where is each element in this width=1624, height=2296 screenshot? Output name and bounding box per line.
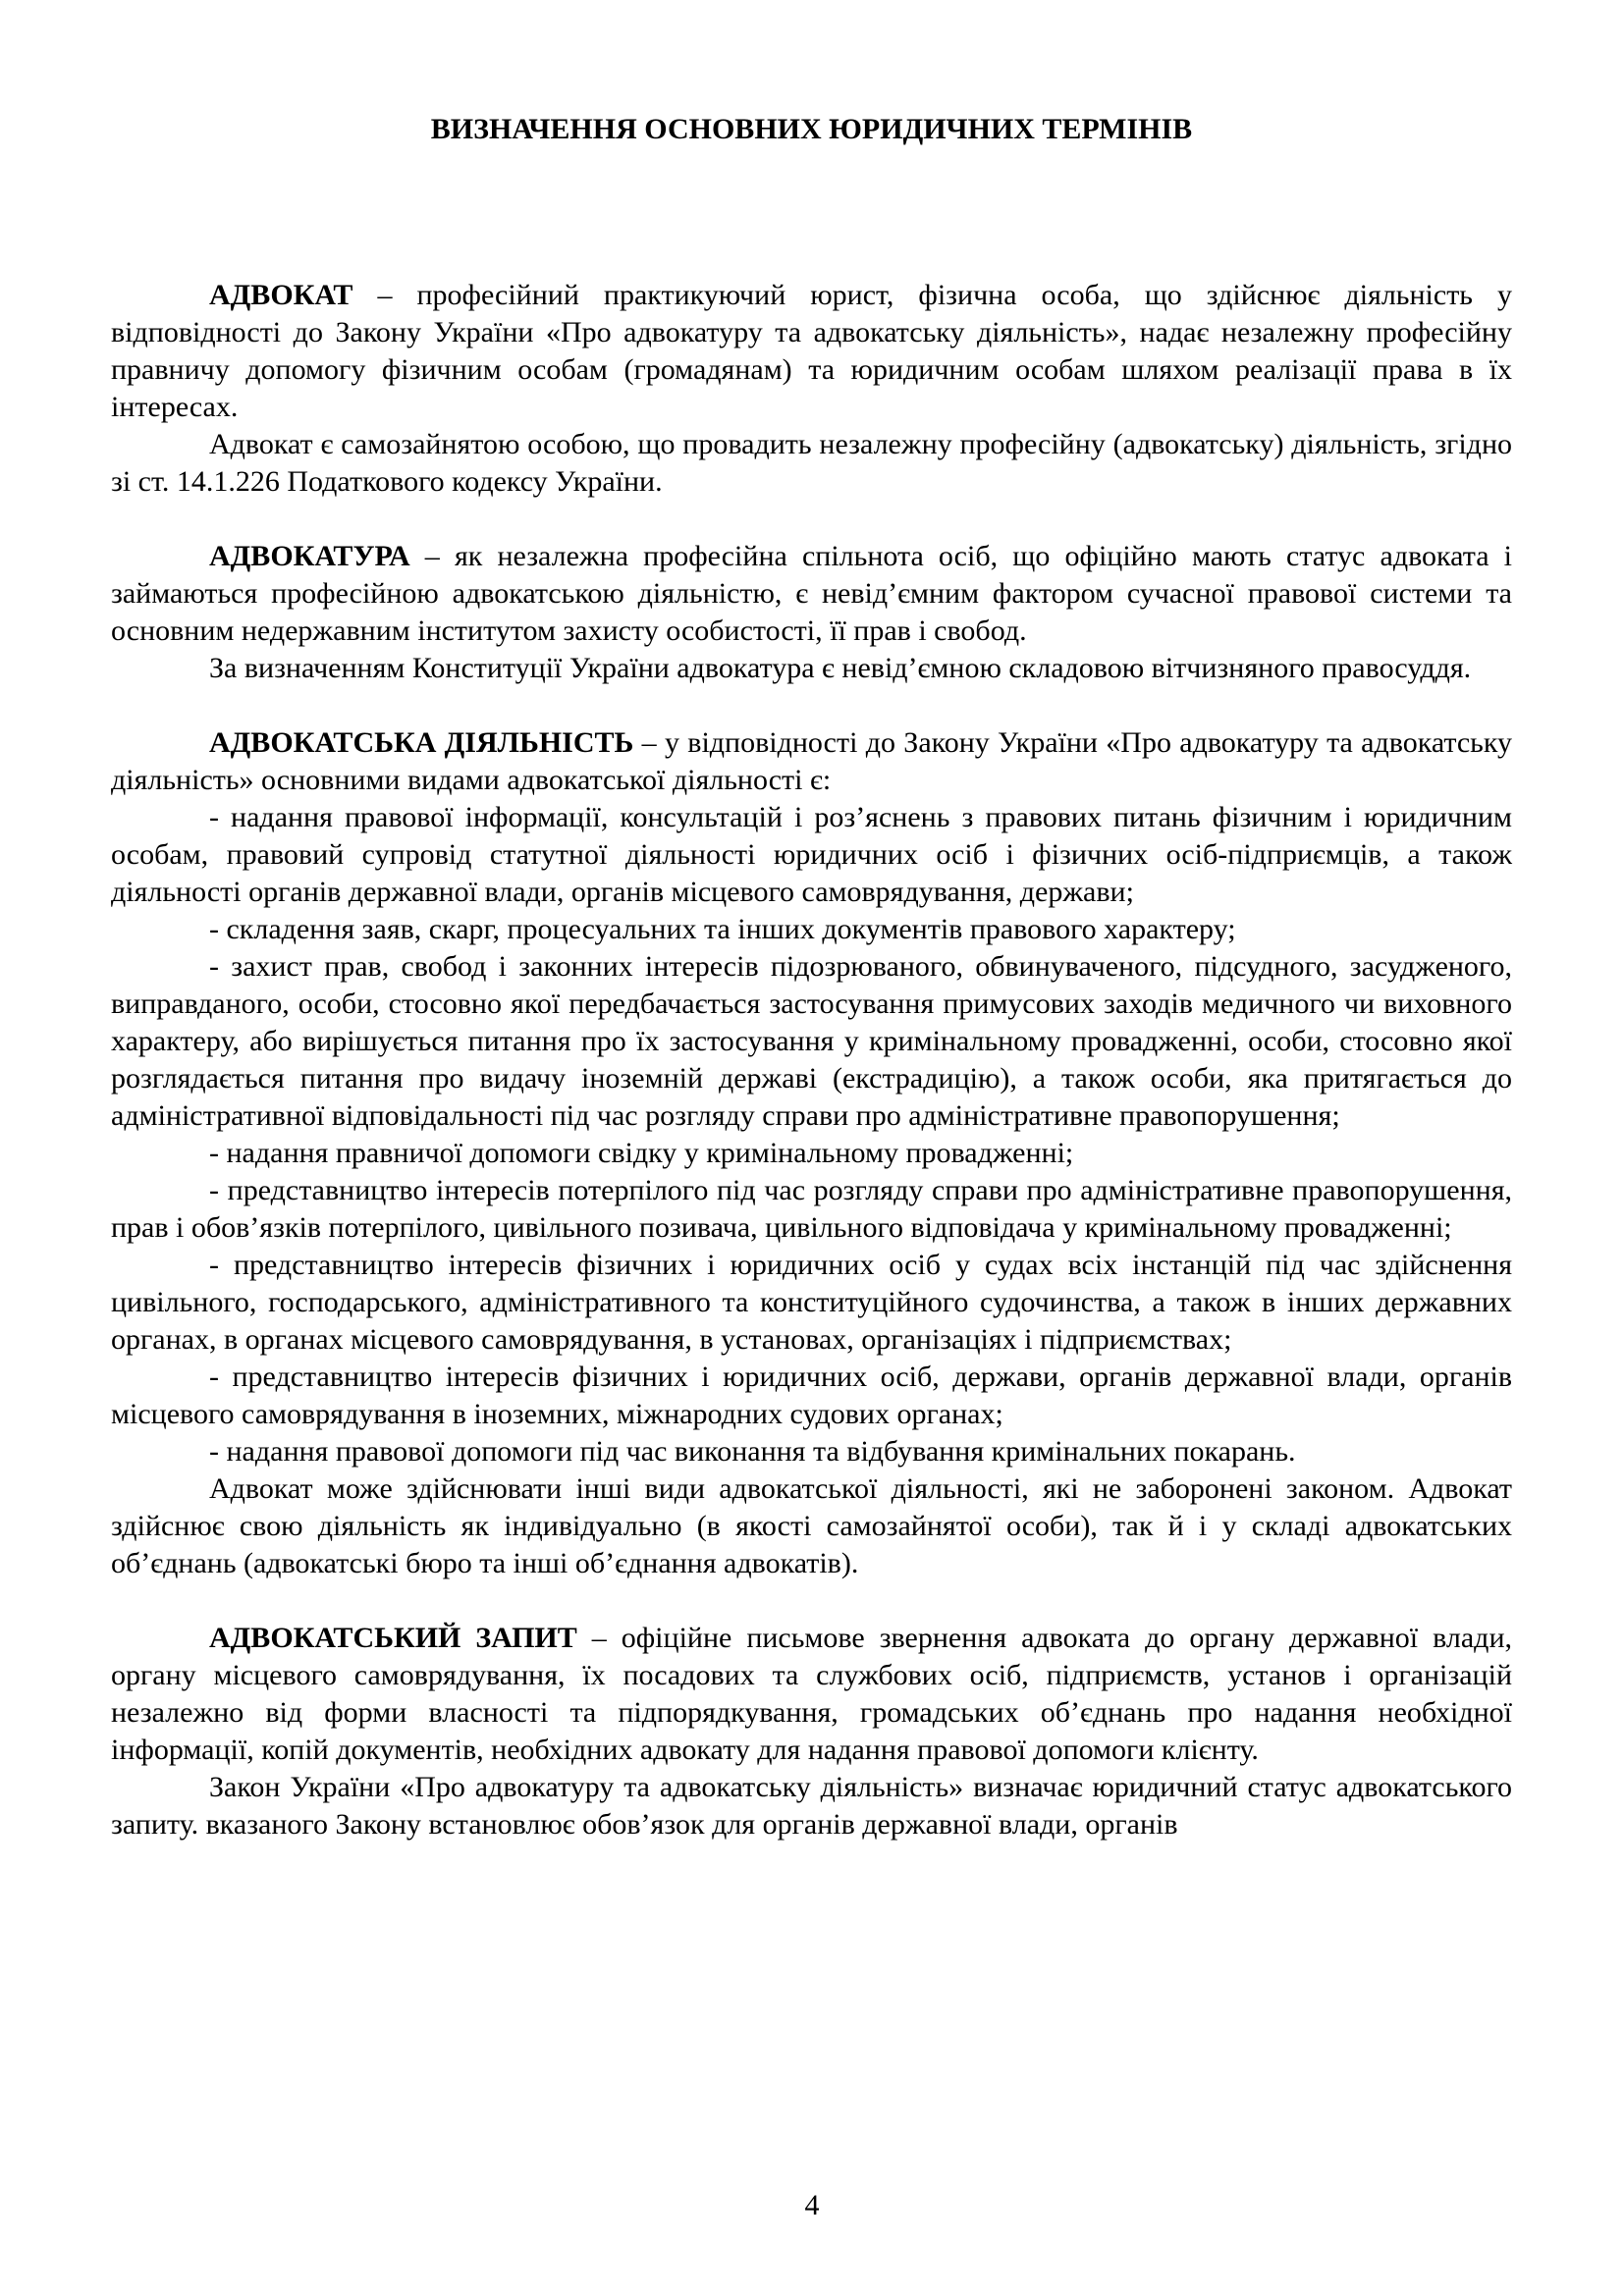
paragraph-zapyt-law-status (111, 1769, 1512, 1843)
list-item-foreign-representation (111, 1359, 1512, 1433)
paragraph-text: - представництво інтересів фізичних і юридичних осіб, держави, органів державної влади, органів місцевого самоврядування в іноземних, міжнародних судових органах; (111, 1361, 1512, 1430)
term-advokat: АДВОКАТ (209, 279, 353, 311)
paragraph-text: – офіційне письмове звернення адвоката до органу державної влади, органу місцевого самоврядування, їх посадових та службових осіб, підприємств, установ і організацій незалежно від форми власності та підпорядкування, громадських об’єднань про надання необхідної інформації, копій документів, необхідних адвокату для надання правової допомоги клієнту. (111, 1622, 1513, 1766)
paragraph-text: - надання правової інформації, консультацій і роз’яснень з правових питань фізичним і юридичним особам, правовий супровід статутної діяльності юридичних осіб і фізичних осіб-підприємців, а також діяльності органів державної влади, органів місцевого самоврядування, держави; (111, 801, 1512, 908)
page-title: ВИЗНАЧЕННЯ ОСНОВНИХ ЮРИДИЧНИХ ТЕРМІНІВ (430, 113, 1193, 145)
paragraph-text: - надання правової допомоги під час виконання та відбування кримінальних покарань. (209, 1435, 1296, 1468)
paragraph-advokatura-definition (111, 538, 1512, 650)
term-advokatskyi-zapyt: АДВОКАТСЬКИЙ ЗАПИТ (209, 1622, 577, 1654)
paragraph-text: – як незалежна професійна спільнота осіб, що офіційно мають статус адвоката і займаються професійною адвокатською діяльністю, є невід’ємним фактором сучасної правової системи та основним недержавним інститутом захисту особистості, її прав і свобод. (111, 540, 1513, 647)
paragraph-text: - складення заяв, скарг, процесуальних та інших документів правового характеру; (209, 913, 1236, 945)
list-item-penalty-assistance (111, 1433, 1512, 1470)
list-item-witness-assistance (111, 1135, 1512, 1172)
paragraph-text: За визначенням Конституції України адвокатура є невід’ємною складовою вітчизняного правосуддя. (209, 652, 1472, 684)
paragraph-text: Адвокат є самозайнятою особою, що провадить незалежну професійну (адвокатську) діяльність, згідно зі ст. 14.1.226 Податкового кодексу України. (111, 428, 1512, 498)
paragraph-text: - представництво інтересів фізичних і юридичних осіб у судах всіх інстанцій під час здійснення цивільного, господарського, адміністративного та конституційного судочинства, а також в інших державних органах, в органах місцевого самоврядування, в установах, організаціях і підприємствах; (111, 1249, 1512, 1356)
paragraph-text: – професійний практикуючий юрист, фізична особа, що здійснює діяльність у відповідності до Закону України «Про адвокатуру та адвокатську діяльність», надає незалежну професійну правничу допомогу фізичним особам (громадянам) та юридичним особам шляхом реалізації права в їх інтересах. (111, 279, 1512, 423)
paragraph-advokat-selfemployed (111, 426, 1512, 501)
list-item-victim-representation (111, 1172, 1512, 1247)
list-item-defense-of-rights (111, 948, 1512, 1135)
paragraph-advokatska-diialnist-definition (111, 724, 1512, 799)
list-item-legal-information (111, 799, 1512, 911)
paragraph-advokatskyi-zapyt-definition (111, 1620, 1512, 1769)
term-advokatura: АДВОКАТУРА (209, 540, 410, 572)
paragraph-text: – у відповідності до Закону України «Про адвокатуру та адвокатську діяльність» основними видами адвокатської діяльності є: (111, 726, 1513, 796)
paragraph-text: - надання правничої допомоги свідку у кримінальному провадженні; (209, 1137, 1074, 1169)
paragraph-advokatura-constitution (111, 650, 1512, 687)
paragraph-text: - представництво інтересів потерпілого під час розгляду справи про адміністративне правопорушення, прав і обов’язків потерпілого, цивільного позивача, цивільного відповідача у кримінальному провадженні; (111, 1174, 1512, 1244)
paragraph-other-activities (111, 1470, 1512, 1582)
list-item-drafting-documents (111, 911, 1512, 948)
paragraph-text: Закон України «Про адвокатуру та адвокатську діяльність» визначає юридичний статус адвокатського запиту. вказаного Закону встановлює обов’язок для органів державної влади, органів (111, 1771, 1512, 1841)
paragraph-advokat-definition (111, 277, 1512, 426)
paragraph-text: - захист прав, свобод і законних інтересів підозрюваного, обвинуваченого, підсудного, засудженого, виправданого, особи, стосовно якої передбачається застосування примусових заходів медичного чи виховного характеру, або вирішується питання про їх застосування у кримінальному провадженні, особи, стосовно якої розглядається питання про видачу іноземній державі (екстрадицію), а також особи, яка притягається до адміністративної відповідальності під час розгляду справи про адміністративне правопорушення; (111, 950, 1512, 1132)
paragraph-text: Адвокат може здійснювати інші види адвокатської діяльності, які не заборонені законом. Адвокат здійснює свою діяльність як індивідуально (в якості самозайнятої особи), так й і у складі адвокатських об’єднань (адвокатські бюро та інші об’єднання адвокатів). (111, 1472, 1512, 1579)
term-advokatska-diialnist: АДВОКАТСЬКА ДІЯЛЬНІСТЬ (209, 726, 634, 759)
list-item-court-representation (111, 1247, 1512, 1359)
page-number: 4 (804, 2189, 820, 2221)
